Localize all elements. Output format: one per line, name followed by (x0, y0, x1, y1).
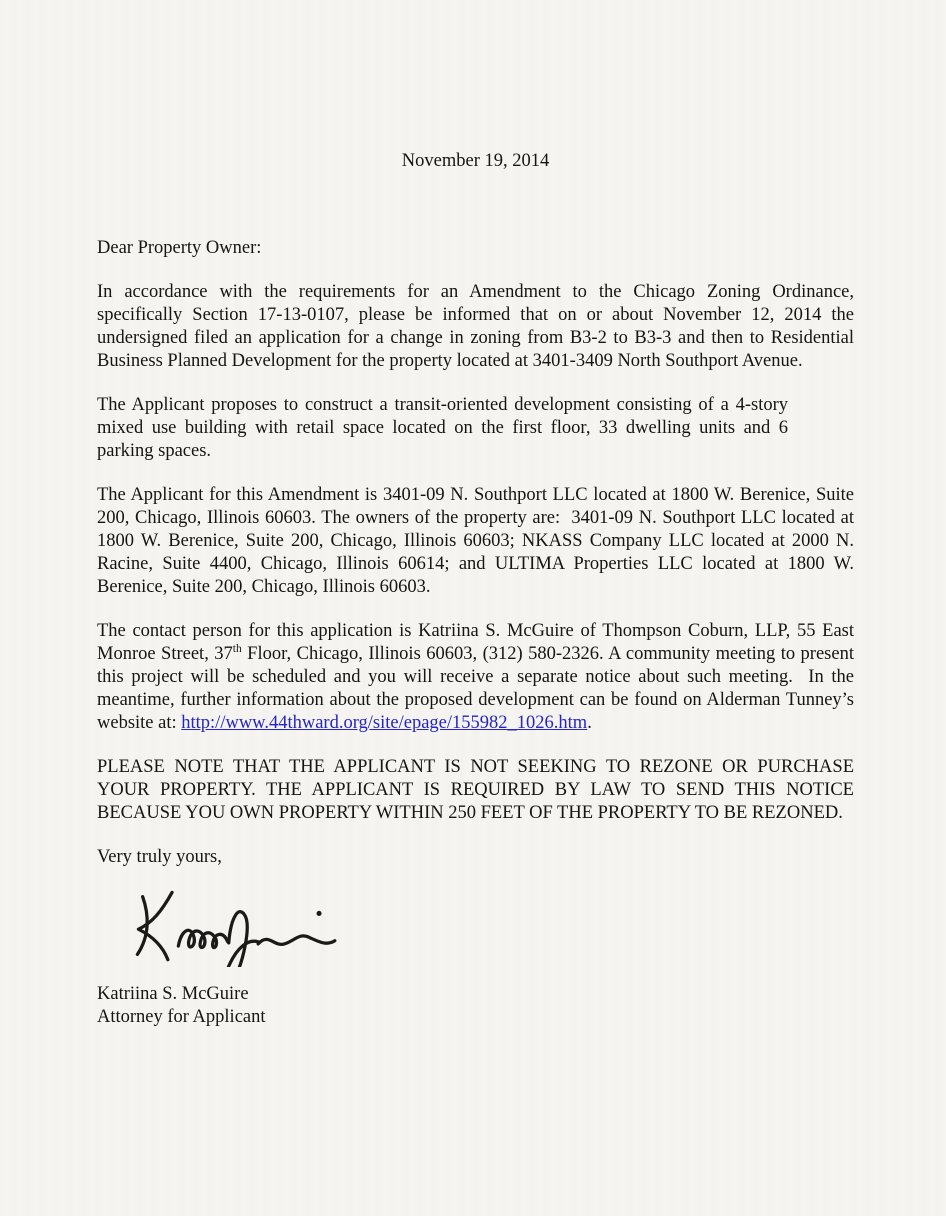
closing-valediction: Very truly yours, (97, 847, 222, 867)
signer-title: Attorney for Applicant (97, 1007, 266, 1027)
paragraph-proposed-development: The Applicant proposes to construct a transit-oriented development consisting of a 4-story mixed use building with retail space located on the first floor, 33 dwelling units and 6 parking spaces. (97, 395, 793, 461)
paragraph-contact-info (97, 620, 859, 735)
alderman-website-link[interactable]: http://www.44thward.org/site/epage/155982_1026.htm (181, 713, 588, 733)
signature-image (119, 883, 854, 967)
paragraph-applicant-and-owners: The Applicant for this Amendment is 3401-09 N. Southport LLC located at 1800 W. Berenice, Suite 200, Chicago, Illinois 60603. The owners of the property are: 3401-09 N. Southport LLC located at 1800 W. Berenice, Suite 200, Chicago, Illinois 60603; NKASS Company LLC located at 2000 N. Racine, Suite 4400, Chicago, Illinois 60614; and ULTIMA Properties LLC located at 1800 W. Berenice, Suite 200, Chicago, Illinois 60603. (97, 485, 859, 597)
paragraph-legal-notice: PLEASE NOTE THAT THE APPLICANT IS NOT SEEKING TO REZONE OR PURCHASE YOUR PROPERTY. THE APPLICANT IS REQUIRED BY LAW TO SEND THIS NOTICE BECAUSE YOU OWN PROPERTY WITHIN 250 FEET OF THE PROPERTY TO BE REZONED. (97, 757, 859, 823)
contact-text-before-superscript: The contact person for this application is Katriina S. McGuire of Thompson Coburn, LLP, 55 East Monroe Street, 37 (97, 621, 859, 664)
link-trailing-period: . (587, 713, 592, 733)
paragraph-zoning-amendment-notice: In accordance with the requirements for an Amendment to the Chicago Zoning Ordinance, specifically Section 17-13-0107, please be informed that on or about November 12, 2014 the undersigned filed an application for a change in zoning from B3-2 to B3-3 and then to Residential Business Planned Development for the property located at 3401-3409 North Southport Avenue. (97, 282, 859, 371)
signer-name: Katriina S. McGuire (97, 984, 249, 1004)
salutation: Dear Property Owner: (97, 238, 262, 258)
contact-text-after-superscript: Floor, Chicago, Illinois 60603, (312) 580-2326. A community meeting to present this project will be scheduled and you will receive a separate notice about such meeting. In the meantime, further information about the proposed development can be found on Alderman Tunney’s website at: (97, 644, 859, 733)
letter-date: November 19, 2014 (401, 151, 550, 171)
ordinal-superscript: th (232, 642, 242, 655)
handwritten-signature-icon (119, 883, 349, 967)
